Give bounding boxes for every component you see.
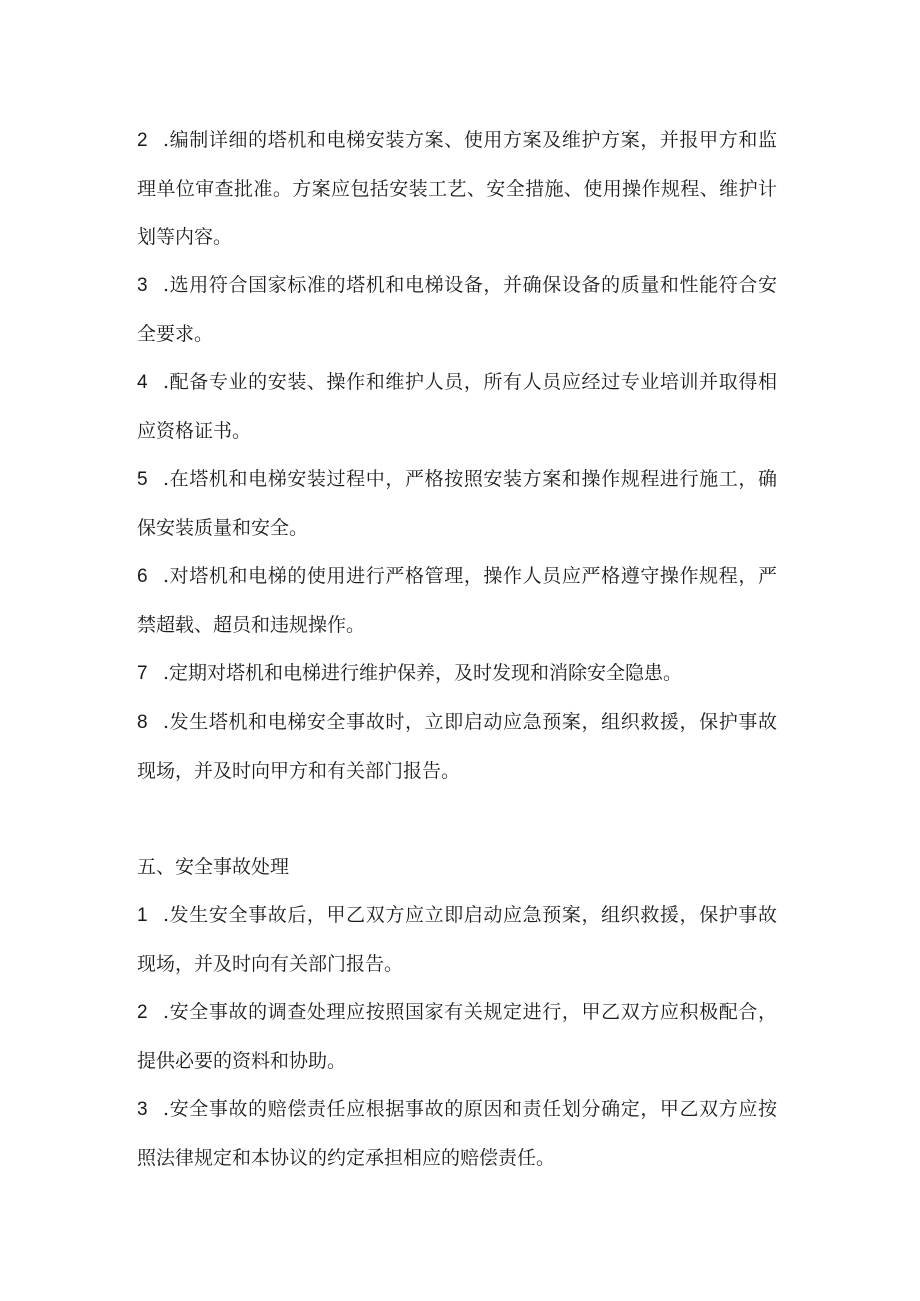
- item-number: 2: [137, 1002, 148, 1023]
- section-heading: 五、安全事故处理: [137, 856, 290, 878]
- item-number: 4: [137, 372, 148, 393]
- item-number: 8: [137, 712, 148, 733]
- list-item: [137, 358, 777, 455]
- item-text: .定期对塔机和电梯进行维护保养，及时发现和消除安全隐患。: [163, 662, 683, 684]
- list-item: [137, 649, 777, 698]
- item-text: .编制详细的塔机和电梯安装方案、使用方案及维护方案，并报甲方和监理单位审查批准。方案应包括安装工艺、安全措施、使用操作规程、维护计划等内容。: [137, 129, 777, 248]
- item-number: 6: [137, 566, 148, 587]
- list-item: [137, 891, 777, 988]
- item-text: .对塔机和电梯的使用进行严格管理，操作人员应严格遵守操作规程，严禁超载、超员和违规操作。: [137, 565, 777, 636]
- item-text: .在塔机和电梯安装过程中，严格按照安装方案和操作规程进行施工，确保安装质量和安全。: [137, 468, 777, 539]
- document-body: [137, 116, 777, 1182]
- list-item: [137, 455, 777, 552]
- item-text: .安全事故的赔偿责任应根据事故的原因和责任划分确定，甲乙双方应按照法律规定和本协议的约定承担相应的赔偿责任。: [137, 1098, 777, 1169]
- item-number: 3: [137, 275, 148, 296]
- item-text: .发生安全事故后，甲乙双方应立即启动应急预案，组织救援，保护事故现场，并及时向有关部门报告。: [137, 904, 777, 975]
- item-number: 2: [137, 130, 148, 151]
- list-item: [137, 552, 777, 649]
- item-text: .发生塔机和电梯安全事故时，立即启动应急预案，组织救援，保护事故现场，并及时向甲方和有关部门报告。: [137, 711, 777, 782]
- list-item: [137, 261, 777, 358]
- item-text: .安全事故的调查处理应按照国家有关规定进行，甲乙双方应积极配合，提供必要的资料和协助。: [137, 1001, 777, 1072]
- item-number: 3: [137, 1099, 148, 1120]
- item-text: .选用符合国家标准的塔机和电梯设备，并确保设备的质量和性能符合安全要求。: [137, 274, 777, 345]
- list-item: [137, 698, 777, 795]
- list-item: [137, 988, 777, 1085]
- item-text: .配备专业的安装、操作和维护人员，所有人员应经过专业培训并取得相应资格证书。: [137, 371, 777, 442]
- item-number: 5: [137, 469, 148, 490]
- list-item: [137, 116, 777, 261]
- item-number: 1: [137, 905, 148, 926]
- item-number: 7: [137, 663, 148, 684]
- list-item: [137, 1085, 777, 1182]
